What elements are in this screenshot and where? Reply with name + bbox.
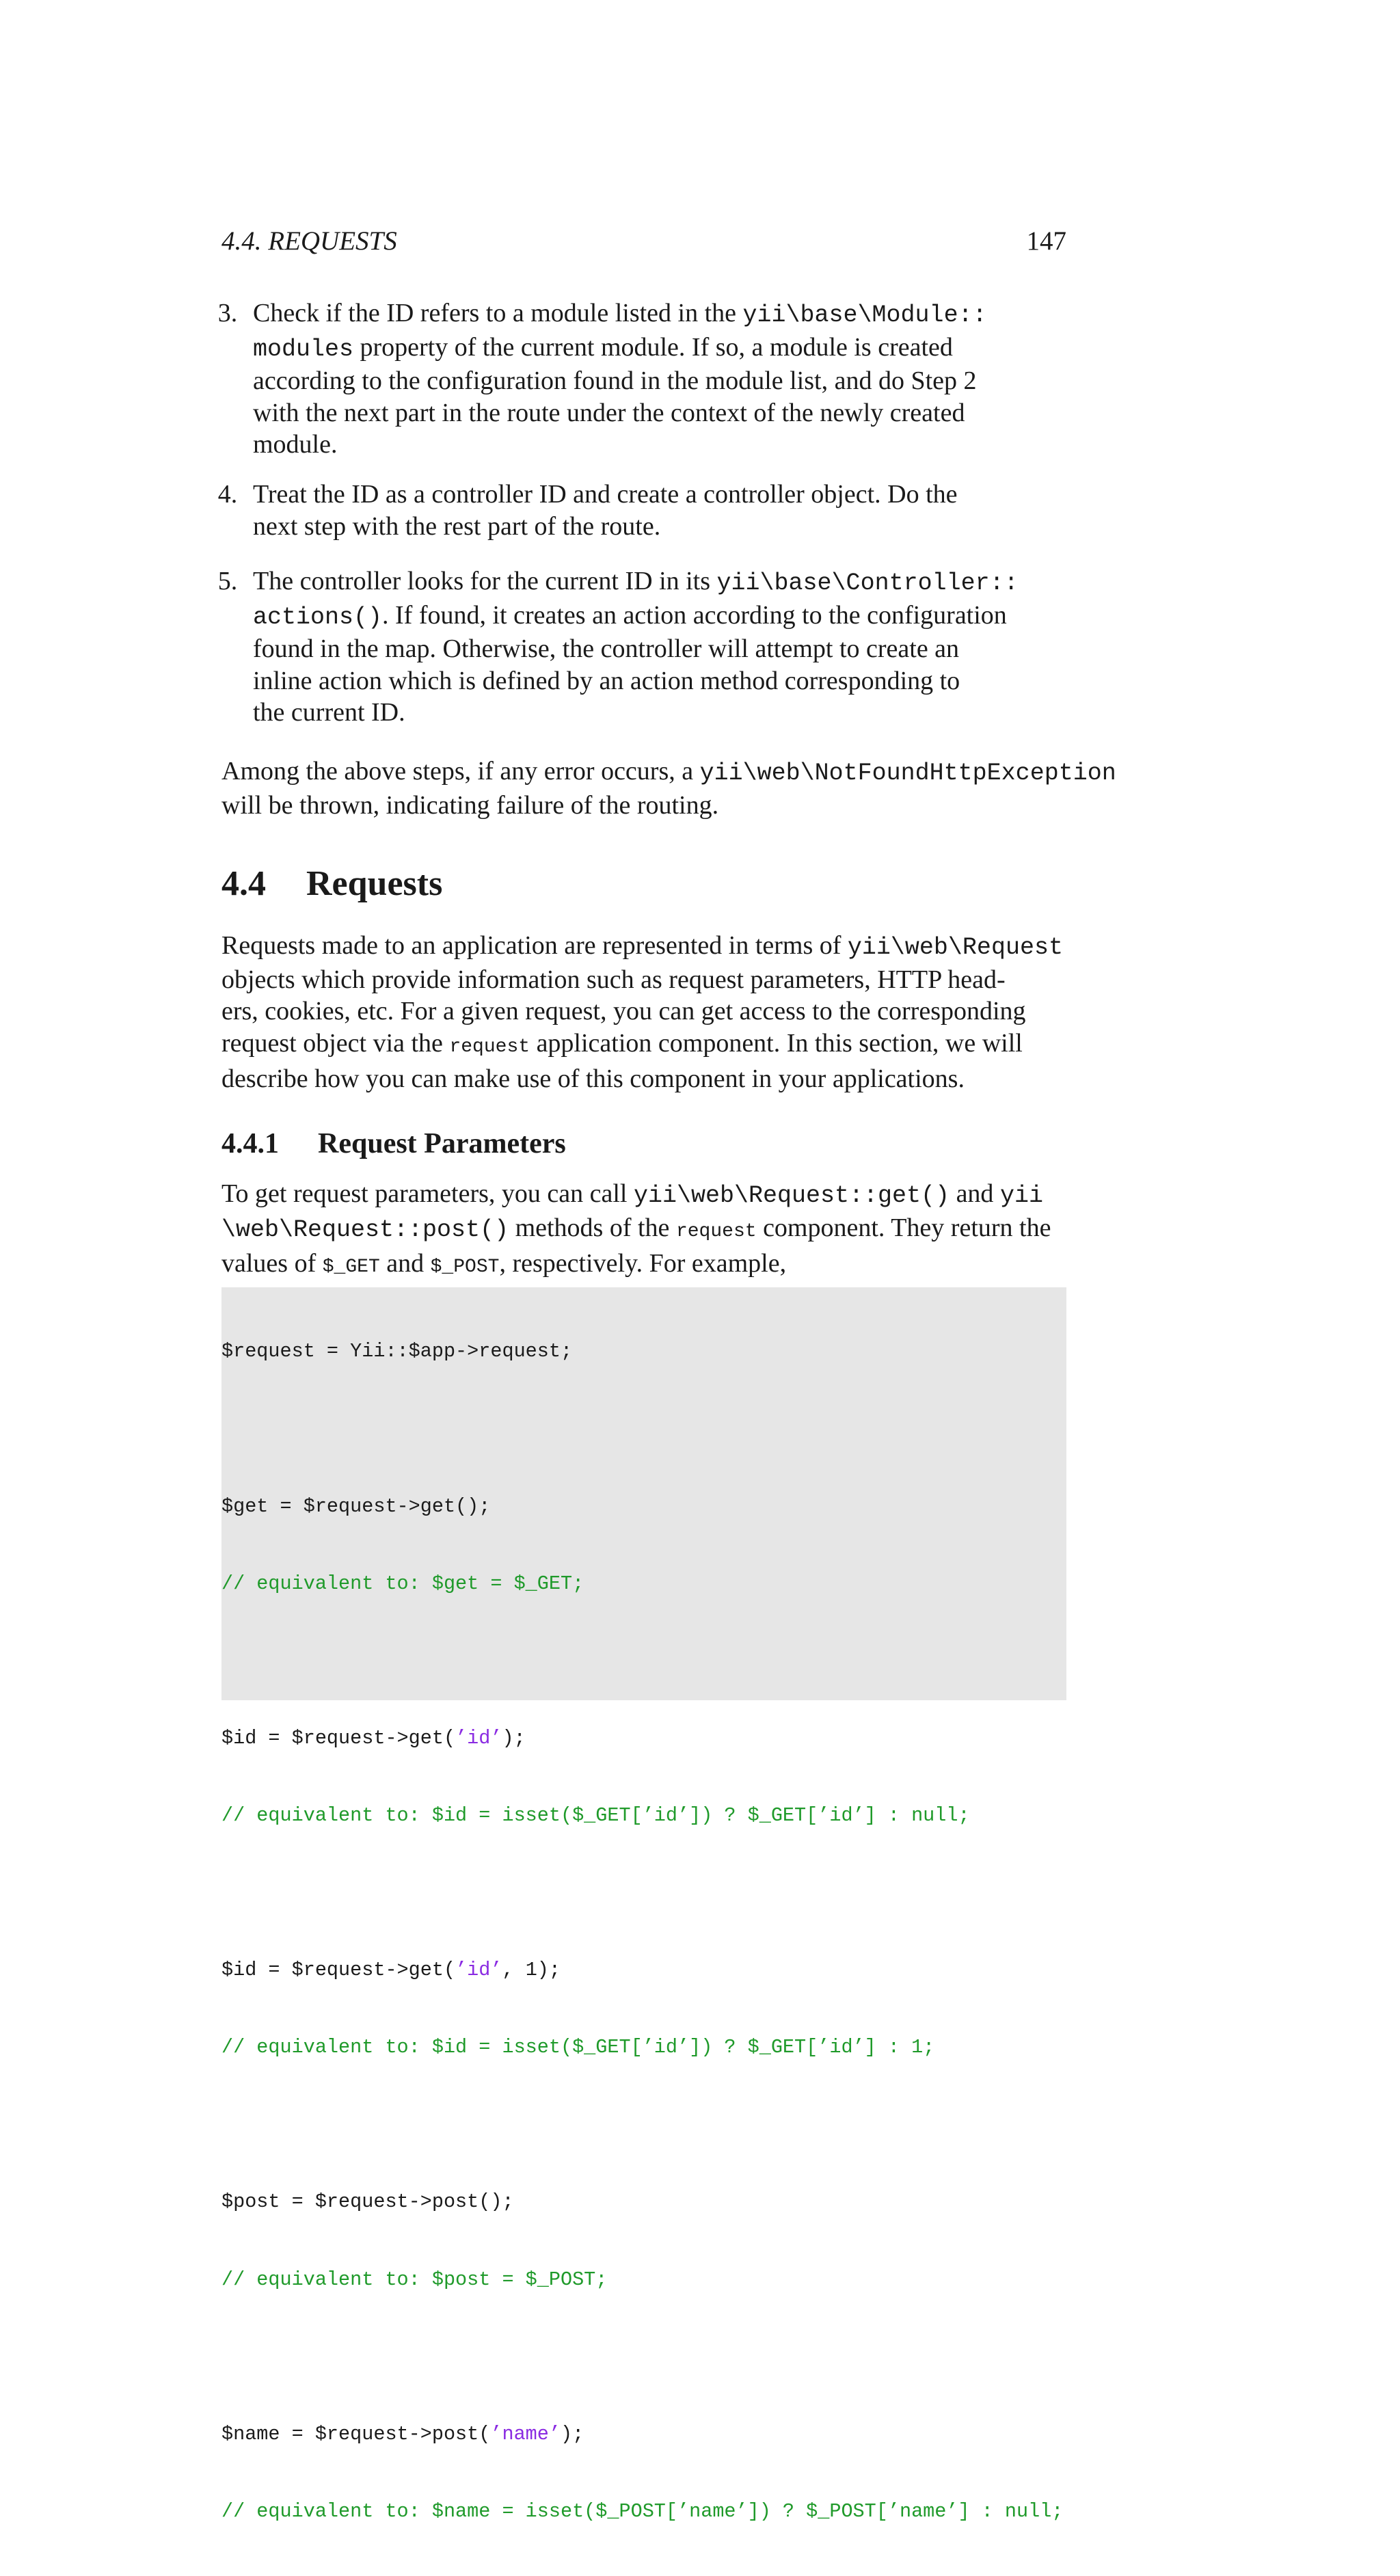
code-line: $post = $request->post(); <box>221 2190 514 2214</box>
inline-code: actions() <box>253 603 383 631</box>
inline-code: \web\Request::post() <box>221 1216 509 1244</box>
code-line: $request = Yii::$app->request; <box>221 1340 573 1363</box>
list-item-line: actions(). If found, it creates an action according to the configuration <box>253 600 1007 631</box>
inline-code: yii\web\NotFoundHttpException <box>699 760 1116 787</box>
paragraph-line: ers, cookies, etc. For a given request, you can get access to the corresponding <box>221 997 1026 1025</box>
inline-code: yii\base\Controller:: <box>716 569 1019 597</box>
list-item-line: Treat the ID as a controller ID and create a controller object. Do the <box>253 480 958 509</box>
inline-code: $_POST <box>430 1257 500 1278</box>
running-header-title: 4.4. REQUESTS <box>221 226 397 256</box>
inline-code: request <box>675 1220 757 1242</box>
list-item-number: 5. <box>217 567 238 595</box>
code-string: ’name’ <box>490 2422 561 2445</box>
paragraph-line: request object via the request application component. In this section, we will <box>221 1028 1023 1058</box>
code-line-blank <box>221 2344 1066 2370</box>
code-line: $id = $request->get(’id’); <box>221 1726 526 1749</box>
code-line-blank <box>221 2112 1066 2138</box>
list-item-number: 3. <box>217 299 238 327</box>
running-header <box>221 224 1066 258</box>
list-item-line: inline action which is defined by an action method corresponding to <box>253 666 960 695</box>
list-item-line: Check if the ID refers to a module listed in the yii\base\Module:: <box>253 299 987 329</box>
code-comment: // equivalent to: $get = $_GET; <box>221 1572 584 1595</box>
subsection-heading <box>221 1125 566 1163</box>
list-item-line: next step with the rest part of the route. <box>253 511 661 541</box>
list-item-number: 4. <box>217 480 238 509</box>
code-line: $get = $request->get(); <box>221 1494 491 1518</box>
list-item-line: modules property of the current module. If so, a module is created <box>253 332 953 363</box>
inline-code: yii\web\Request <box>847 934 1063 961</box>
code-line-blank <box>221 1417 1066 1443</box>
paragraph-routing-failure <box>221 755 1116 821</box>
paragraph-line: will be thrown, indicating failure of the routing. <box>221 790 719 820</box>
list-item-step-5 <box>217 565 1066 729</box>
page-number: 147 <box>1026 226 1066 256</box>
list-item-line: with the next part in the route under the context of the newly created <box>253 398 965 427</box>
paragraph-line: To get request parameters, you can call yii\web\Request::get() and yii <box>221 1179 1043 1209</box>
code-block <box>221 1287 1066 2523</box>
inline-code: $_GET <box>322 1257 380 1278</box>
section-title: Requests <box>306 864 443 903</box>
paragraph-line: \web\Request::post() methods of the request component. They return the <box>221 1213 1051 1244</box>
list-item-step-4 <box>217 479 1066 542</box>
code-comment: // equivalent to: $id = isset($_GET[’id’]) ? $_GET[’id’] : 1; <box>221 2036 935 2059</box>
paragraph-line: objects which provide information such as request parameters, HTTP head- <box>221 965 1006 994</box>
inline-code: yii <box>999 1182 1043 1209</box>
paragraph-line: describe how you can make use of this component in your applications. <box>221 1064 965 1093</box>
paragraph-line: values of $_GET and $_POST, respectively. For example, <box>221 1249 787 1278</box>
code-line-blank <box>221 1880 1066 1906</box>
inline-code: request <box>449 1036 530 1058</box>
code-string: ’id’ <box>455 1959 502 1982</box>
inline-code: modules <box>253 335 354 363</box>
subsection-title: Request Parameters <box>318 1128 566 1159</box>
list-item-line: according to the configuration found in the module list, and do Step 2 <box>253 366 977 395</box>
paragraph-requests-intro <box>221 930 1066 1095</box>
list-item-line: module. <box>253 430 338 459</box>
section-number: 4.4 <box>221 864 266 903</box>
list-item-line: The controller looks for the current ID in its yii\base\Controller:: <box>253 567 1019 597</box>
code-comment: // equivalent to: $post = $_POST; <box>221 2268 608 2291</box>
code-comment: // equivalent to: $name = isset($_POST[’name’]) ? $_POST[’name’] : null; <box>221 2499 1064 2523</box>
list-item-step-3 <box>217 297 1066 461</box>
paragraph-line: Requests made to an application are represented in terms of yii\web\Request <box>221 931 1063 961</box>
code-string: ’id’ <box>455 1726 502 1749</box>
list-item-line: the current ID. <box>253 698 405 727</box>
code-line-blank <box>221 1648 1066 1674</box>
paragraph-line: Among the above steps, if any error occurs, a yii\web\NotFoundHttpException <box>221 757 1116 787</box>
code-line: $id = $request->get(’id’, 1); <box>221 1959 561 1982</box>
paragraph-request-parameters <box>221 1178 1066 1284</box>
code-comment: // equivalent to: $id = isset($_GET[’id’]) ? $_GET[’id’] : null; <box>221 1803 970 1827</box>
list-item-line: found in the map. Otherwise, the controller will attempt to create an <box>253 634 960 663</box>
section-heading <box>221 860 442 908</box>
subsection-number: 4.4.1 <box>221 1128 279 1159</box>
code-line: $name = $request->post(’name’); <box>221 2422 584 2445</box>
inline-code: yii\web\Request::get() <box>633 1182 950 1209</box>
inline-code: yii\base\Module:: <box>742 301 987 329</box>
